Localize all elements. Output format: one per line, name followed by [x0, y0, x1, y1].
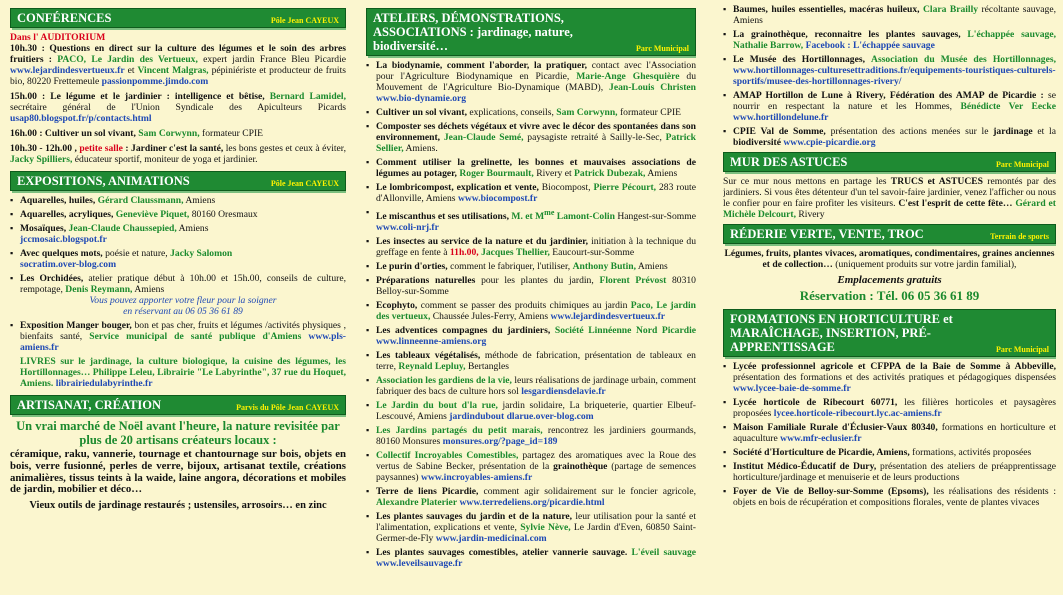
column-right: [723, 4, 1056, 589]
column-left: [10, 8, 346, 593]
list-item: ▪ Cultiver un sol vivant, explications, conseils, Sam Corwynn, formateur CPIE: [366, 107, 696, 118]
list-item: ▪ AMAP Hortillon de Lune à Rivery, Fédération des AMAP de Picardie : se nourrir en respectant la nature et les Hommes, Bénédicte Ver Eecke www.hortillondelune.fr: [723, 90, 1056, 123]
artisanat-location: Parvis du Pôle Jean CAYEUX: [236, 403, 339, 412]
list-item: ▪ Lycée horticole de Ribecourt 60771, les filières horticoles et paysagères proposées lycee.horticole-ribecourt.lyc.ac-amiens.fr: [723, 397, 1056, 419]
astuces-text: Sur ce mur nous mettons en partage les TRUCS et ASTUCES remontés par des jardiniers. Si vous êtes détenteur d'un tel savoir-faire jardinier, venez l'afficher ou nous le confier pour en faire profiter les visiteurs. C'est l'esprit de cette fête… Gérard et Michèle Delcourt, Rivery: [723, 176, 1056, 220]
astuces-title: MUR DES ASTUCES: [730, 155, 848, 169]
list-item: ▪ Comment utiliser la grelinette, les bonnes et mauvaises associations de légumes au potager, Roger Bourmault, Rivery et Patrick Dubezak, Amiens: [366, 157, 696, 179]
expositions-list: [10, 195, 346, 353]
list-item: ▪ Mosaïques, Jean-Claude Chaussepied, Amiens jccmosaic.blogspot.fr: [10, 223, 346, 245]
ateliers-list: [366, 60, 696, 569]
list-item: ▪ Le lombricompost, explication et vente, Biocompost, Pierre Pécourt, 283 route d'Allonville, Amiens www.biocompost.fr: [366, 182, 696, 204]
rederie-reservation: Réservation : Tél. 06 05 36 61 89: [799, 288, 980, 303]
list-item: ▪ Le miscanthus et ses utilisations, M. et $M^{me}$ Lamont-Colin Hangest-sur-Somme www.coli-nrj.fr: [366, 207, 696, 233]
conference-2: 15h.00 : Le légume et le jardinier : intelligence et bêtise, Bernard Lamidel, secrétaire général de l'Union Syndicale des Apiculteurs Picards usap80.blogspot.fr/p/contacts.html: [10, 91, 346, 124]
conferences-header: [10, 8, 346, 28]
conference-3: 16h.00 : Cultiver un sol vivant, Sam Corwynn, formateur CPIE: [10, 128, 264, 139]
rederie-location: Terrain de sports: [990, 232, 1049, 241]
list-item: ▪ Association les gardiens de la vie, leurs réalisations de jardinage urbain, comment fabriquer des bacs de culture hors sol lesgardiensdelavie.fr: [366, 375, 696, 397]
list-item: ▪ Maison Familiale Rurale d'Éclusier-Vaux 80340, formations en horticulture et aquaculture www.mfr-eclusier.fr: [723, 422, 1056, 444]
list-item: ▪ Terre de liens Picardie, comment agir solidairement sur le foncier agricole, Alexandre Platerier www.terredeliens.org/picardie.html: [366, 486, 696, 508]
list-item: ▪ Société d'Horticulture de Picardie, Amiens, formations, activités proposées: [723, 447, 1056, 458]
list-item: ▪ La biodynamie, comment l'aborder, la pratiquer, contact avec l'Association pour l'Agriculture Biodynamique en Picardie, Marie-Ange Ghesquière du Mouvement de l'Agriculture Bio-Dynamique (MABD), Jean-Louis Christen www.bio-dynamie.org: [366, 60, 696, 104]
list-item: ▪ Les plantes sauvages comestibles, atelier vannerie sauvage. L'éveil sauvage www.leveilsauvage.fr: [366, 547, 696, 569]
list-item: ▪ Collectif Incroyables Comestibles, partagez des aromatiques avec la Roue des vertus de Sabine Becker, présentation de la grainothèque (partage de semences paysannes) www.incroyables-amiens.fr: [366, 450, 696, 483]
livres-note: LIVRES sur le jardinage, la culture biologique, la cuisine des légumes, les Hortillonnages… Philippe Leleu, Librairie "Le Labyrinthe", 37 rue du Hoquet, Amiens. librairiedulabyrinthe.fr: [20, 356, 346, 389]
list-item: ▪ Composter ses déchets végétaux et vivre avec le décor des spontanées dans son environnement, Jean-Claude Semé, paysagiste retraité à Sailly-le-Sec, Patrick Sellier, Amiens.: [366, 121, 696, 154]
expositions-location: Pôle Jean CAYEUX: [270, 179, 339, 188]
list-item: ▪ Le Musée des Hortillonnages, Association du Musée des Hortillonnages, www.hortillonnages-culturesettraditions.fr/equipements-touristiques-culturels-sportifs/musee-des-hortillonnages-rivery/: [723, 54, 1056, 87]
list-item: ▪ Baumes, huiles essentielles, macéras huileux, Clara Brailly récoltante sauvage, Amiens: [723, 4, 1056, 26]
list-item: ▪ Aquarelles, acryliques, Geneviève Piquet, 80160 Oresmaux: [10, 209, 346, 220]
ateliers-location: Parc Municipal: [636, 44, 689, 53]
list-item: ▪ CPIE Val de Somme, présentation des actions menées sur le jardinage et la biodiversité www.cpie-picardie.org: [723, 126, 1056, 148]
expositions-title: EXPOSITIONS, ANIMATIONS: [17, 174, 190, 188]
artisanat-tools: Vieux outils de jardinage restaurés ; ustensiles, arrosoirs… en zinc: [29, 500, 327, 512]
conference-1: 10h.30 : Questions en direct sur la culture des légumes et le soin des arbres fruitiers : PACO, Le Jardin des Vertueux, expert jardin France Bleu Picardie www.lejardindesvertueux.fr et Vincent Malgras, pépiniériste et producteur de fruits bio, 80220 Frettemeule passionpomme.jimdo.com: [10, 43, 346, 87]
rederie-emplacements: Emplacements gratuits: [837, 274, 942, 286]
list-item: ▪ Lycée professionnel agricole et CFPPA de la Baie de Somme à Abbeville, présentation des formations et des activités pratiques et pédagogiques dispensées www.lycee-baie-de-somme.fr: [723, 361, 1056, 394]
list-item: ▪ Les insectes au service de la nature et du jardinier, initiation à la technique du greffage en fente à 11h.00, Jacques Thellier, Eaucourt-sur-Somme: [366, 236, 696, 258]
list-item: ▪ Avec quelques mots, poésie et nature, Jacky Salomon socratim.over-blog.com: [10, 248, 346, 270]
list-item: ▪ Les Orchidées, atelier pratique début à 10h.00 et 15h.00, conseils de culture, rempotage, Denis Reymann, Amiens Vous pouvez apporter votre fleur pour la soigner en réservant au 06 05 36 61 89: [10, 273, 346, 317]
list-item: ▪ Préparations naturelles pour les plantes du jardin, Florent Prévost 80310 Belloy-sur-Somme: [366, 275, 696, 297]
conferences-title: CONFÉRENCES: [17, 11, 112, 25]
list-item: ▪ Foyer de Vie de Belloy-sur-Somme (Epsoms), les réalisations des résidents : objets en bois de récupération et compositions florales, vente de plantes vivaces: [723, 486, 1056, 508]
column-middle: [366, 8, 696, 593]
conference-4: 10h.30 - 12h.00 , petite salle : Jardiner c'est la santé, les bons gestes et ceux à éviter, Jacky Spilliers, éducateur sportif, moniteur de yoga et jardinier.: [10, 143, 346, 165]
list-item: ▪ La grainothèque, reconnaitre les plantes sauvages, L'échappée sauvage, Nathalie Barrow, Facebook : L'échappée sauvage: [723, 29, 1056, 51]
astuces-header: [723, 152, 1056, 172]
artisanat-description: céramique, raku, vannerie, tournage et chantournage sur bois, objets en bois, verre fusionné, perles de verre, bijoux, artisanat textile, créations animalières, tissus teints à la waide, laine angora, décorations et mobiles de jardin, mobilier et déco…: [10, 448, 346, 496]
list-item: ▪ Le purin d'orties, comment le fabriquer, l'utiliser, Anthony Butin, Amiens: [366, 261, 696, 272]
list-item: ▪ Aquarelles, huiles, Gérard Claussmann, Amiens: [10, 195, 346, 206]
rederie-title: RÉDERIE VERTE, VENTE, TROC: [730, 227, 924, 241]
list-item: ▪ Les Jardins partagés du petit marais, rencontrez les jardiniers gourmands, 80160 Monsures monsures.org/?page_id=189: [366, 425, 696, 447]
ateliers-continued-list: [723, 4, 1056, 148]
list-item: ▪ Institut Médico-Éducatif de Dury, présentation des ateliers de préapprentissage horticulture/jardinage et menuiserie et de leurs productions: [723, 461, 1056, 483]
formations-location: Parc Municipal: [996, 345, 1049, 354]
rederie-header: [723, 224, 1056, 244]
artisanat-header: [10, 395, 346, 415]
formations-list: [723, 361, 1056, 508]
artisanat-headline: Un vrai marché de Noël avant l'heure, la nature revisitée par plus de 20 artisans créateurs locaux :: [16, 419, 340, 447]
astuces-location: Parc Municipal: [996, 160, 1049, 169]
list-item: ▪ Le Jardin du bout d'la rue, jardin solidaire, La briqueterie, quartier Elbeuf-Lescouvé, Amiens jardindubout dlarue.over-blog.com: [366, 400, 696, 422]
formations-header: [723, 309, 1056, 357]
expositions-header: [10, 171, 346, 191]
auditorium-label: Dans l' AUDITORIUM: [10, 32, 106, 43]
list-item: ▪ Ecophyto, comment se passer des produits chimiques au jardin Paco, Le jardin des vertueux, Chaussée Jules-Ferry, Amiens www.lejardindesvertueux.fr: [366, 300, 696, 322]
list-item: ▪ Les plantes sauvages du jardin et de la nature, leur utilisation pour la santé et l'alimentation, explications et vente, Sylvie Nève, Le Jardin d'Even, 60850 Saint-Germer-de-Fly www.jardin-medicinal.com: [366, 511, 696, 544]
ateliers-header: [366, 8, 696, 56]
list-item: ▪ Les tableaux végétalisés, méthode de fabrication, présentation de tableaux en terre, Reynald Lepluy, Bertangles: [366, 350, 696, 372]
rederie-text: Légumes, fruits, plantes vivaces, aromatiques, condimentaires, graines anciennes et de collection… (uniquement produits sur votre jardin familial),: [724, 248, 1055, 270]
formations-title: FORMATIONS EN HORTICULTURE et MARAÎCHAGE, INSERTION, PRÉ-APPRENTISSAGE: [730, 312, 953, 354]
ateliers-title: ATELIERS, DÉMONSTRATIONS, ASSOCIATIONS : jardinage, nature, biodiversité…: [373, 11, 573, 53]
artisanat-title: ARTISANAT, CRÉATION: [17, 398, 162, 412]
list-item: ▪ Les adventices compagnes du jardiniers, Société Linnéenne Nord Picardie www.linneenne-amiens.org: [366, 325, 696, 347]
list-item: ▪ Exposition Manger bouger, bon et pas cher, fruits et légumes /activités physiques , bienfaits santé, Service municipal de santé publique d'Amiens www.pls-amiens.fr: [10, 320, 346, 353]
conferences-location: Pôle Jean CAYEUX: [270, 16, 339, 25]
